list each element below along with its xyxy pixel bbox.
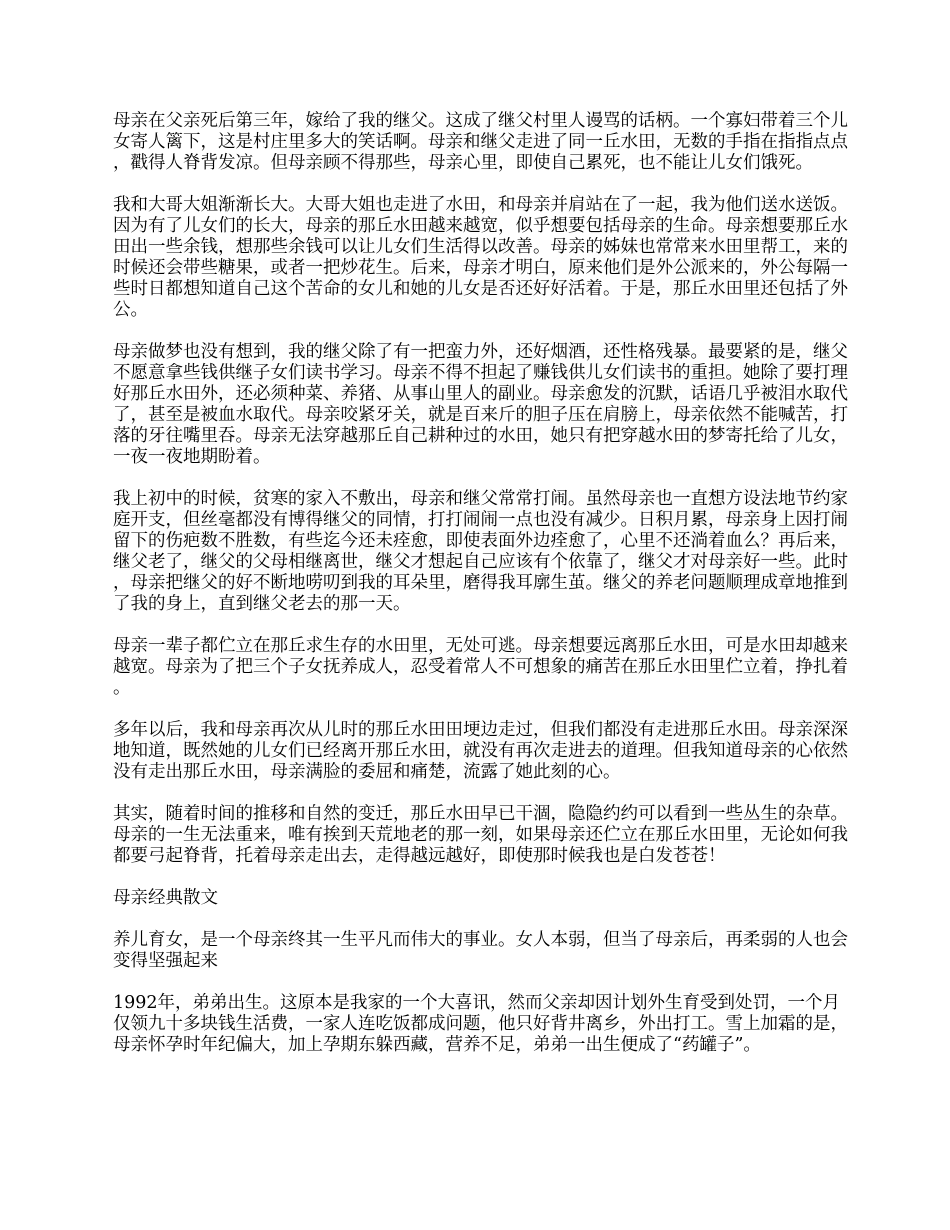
paragraph-3: 母亲做梦也没有想到，我的继父除了有一把蛮力外，还好烟酒，还性格残暴。最要紧的是，继父不愿意拿些钱供继子女们读书学习。母亲不得不担起了赚钱供儿女们读书的重担。她除了要打理好那丘水田外，还必须种菜、养猪、从事山里人的副业。母亲愈发的沉默，话语几乎被泪水取代了，甚至是被血水取代。母亲咬紧牙关，就是百来斤的胆子压在肩膀上，母亲依然不能喊苦，打落的牙往嘴里吞。母亲无法穿越那丘自己耕种过的水田，她只有把穿越水田的梦寄托给了儿女，一夜一夜地期盼着。 xyxy=(113,342,848,467)
paragraph-2: 我和大哥大姐渐渐长大。大哥大姐也走进了水田，和母亲并肩站在了一起，我为他们送水送饭。因为有了儿女们的长大，母亲的那丘水田越来越宽，似乎想要包括母亲的生命。母亲想要那丘水田出一些余钱，想那些余钱可以让儿女们生活得以改善。母亲的姊妹也常常来水田里帮工，来的时候还会带些糖果，或者一把炒花生。后来，母亲才明白，原来他们是外公派来的，外公每隔一些时日都想知道自己这个苦命的女儿和她的儿女是否还好好活着。于是，那丘水田里还包括了外公。 xyxy=(113,195,848,320)
document-body xyxy=(113,111,855,1077)
paragraph-5: 母亲一辈子都伫立在那丘求生存的水田里，无处可逃。母亲想要远离那丘水田，可是水田却越来越宽。母亲为了把三个子女抚养成人，忍受着常人不可想象的痛苦在那丘水田里伫立着，挣扎着。 xyxy=(113,636,848,698)
paragraph-7: 其实，随着时间的推移和自然的变迁，那丘水田早已干涸，隐隐约约可以看到一些丛生的杂草。母亲的一生无法重来，唯有挨到天荒地老的那一刻，如果母亲还伫立在那丘水田里，无论如何我都要弓起脊背，托着母亲走出去，走得越远越好，即使那时候我也是白发苍苍！ xyxy=(113,804,848,866)
paragraph-9: 1992年，弟弟出生。这原本是我家的一个大喜讯，然而父亲却因计划外生育受到处罚，一个月仅领九十多块钱生活费，一家人连吃饭都成问题，他只好背井离乡，外出打工。雪上加霜的是，母亲怀孕时年纪偏大，加上孕期东躲西藏，营养不足，弟弟一出生便成了“药罐子”。 xyxy=(113,993,848,1055)
paragraph-4: 我上初中的时候，贫寒的家入不敷出，母亲和继父常常打闹。虽然母亲也一直想方设法地节约家庭开支，但丝毫都没有博得继父的同情，打打闹闹一点也没有减少。日积月累，母亲身上因打闹留下的伤疤数不胜数，有些迄今还未痊愈，即使表面外边痊愈了，心里不还淌着血么？再后来，继父老了，继父的父母相继离世，继父才想起自己应该有个依靠了，继父才对母亲好一些。此时，母亲把继父的好不断地唠叨到我的耳朵里，磨得我耳廓生茧。继父的养老问题顺理成章地推到了我的身上，直到继父老去的那一天。 xyxy=(113,489,848,614)
paragraph-8: 养儿育女，是一个母亲终其一生平凡而伟大的事业。女人本弱，但当了母亲后，再柔弱的人也会变得坚强起来 xyxy=(113,930,848,971)
section-heading: 母亲经典散文 xyxy=(113,888,218,908)
paragraph-6: 多年以后，我和母亲再次从儿时的那丘水田田埂边走过，但我们都没有走进那丘水田。母亲深深地知道，既然她的儿女们已经离开那丘水田，就没有再次走进去的道理。但我知道母亲的心依然没有走出那丘水田，母亲满脸的委屈和痛楚，流露了她此刻的心。 xyxy=(113,720,848,782)
paragraph-1: 母亲在父亲死后第三年，嫁给了我的继父。这成了继父村里人谩骂的话柄。一个寡妇带着三个儿女寄人篱下，这是村庄里多大的笑话啊。母亲和继父走进了同一丘水田，无数的手指在指指点点，戳得人脊背发凉。但母亲顾不得那些，母亲心里，即使自己累死，也不能让儿女们饿死。 xyxy=(113,111,848,173)
